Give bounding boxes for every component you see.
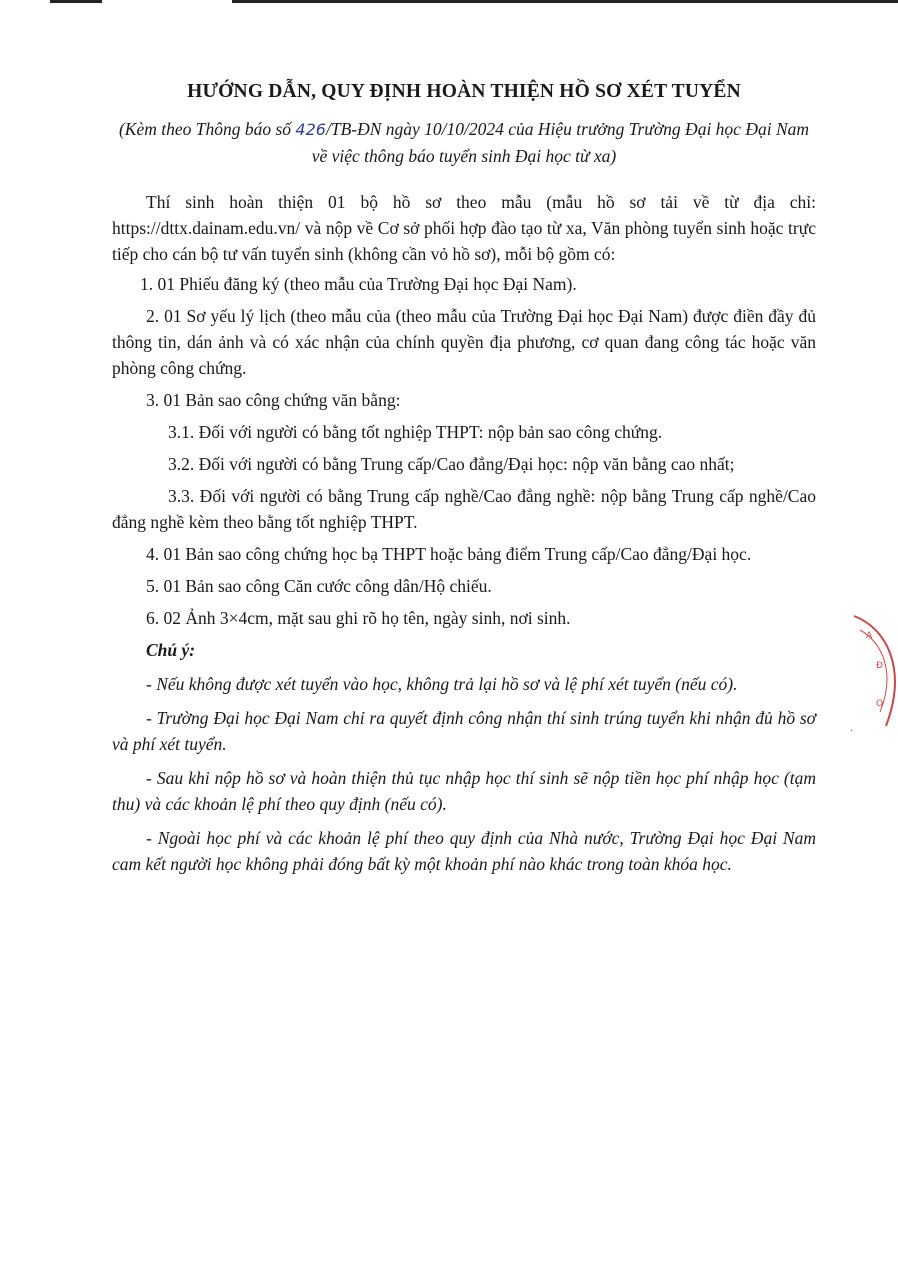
scan-edge-mark-left [50, 0, 102, 3]
list-item-4: 4. 01 Bản sao công chứng học bạ THPT hoặc bảng điểm Trung cấp/Cao đẳng/Đại học. [146, 544, 752, 564]
subtitle-text-after: /TB-ĐN ngày 10/10/2024 của Hiệu trưởng Trường Đại học Đại Nam về việc thông báo tuyển sinh Đại học từ xa) [311, 119, 810, 166]
partial-seal-stamp [846, 608, 898, 738]
sub-item-3-2: 3.2. Đối với người có bằng Trung cấp/Cao đẳng/Đại học: nộp văn bằng cao nhất; [168, 454, 735, 474]
list-item-5: 5. 01 Bản sao công Căn cước công dân/Hộ chiếu. [146, 576, 492, 596]
note-3: - Sau khi nộp hồ sơ và hoàn thiện thủ tục nhập học thí sinh sẽ nộp tiền học phí nhập học (tạm thu) và các khoản lệ phí theo quy định (nếu có). [112, 768, 816, 814]
stamp-outer-arc [854, 616, 895, 726]
document-subtitle [112, 116, 816, 169]
sub-item-3-1: 3.1. Đối với người có bằng tốt nghiệp THPT: nộp bản sao công chứng. [168, 422, 663, 442]
list-item-3: 3. 01 Bản sao công chứng văn bằng: [146, 390, 401, 410]
document-page [112, 78, 816, 877]
list-item-2: 2. 01 Sơ yếu lý lịch (theo mẫu của (theo mẫu của Trường Đại học Đại Nam) được điền đầy đủ thông tin, dán ảnh và có xác nhận của chính quyền địa phương, cơ quan đang công tác hoặc văn phòng công chứng. [112, 306, 816, 378]
sub-item-3-3: 3.3. Đối với người có bằng Trung cấp nghề/Cao đẳng nghề: nộp bằng Trung cấp nghề/Cao đẳng nghề kèm theo bằng tốt nghiệp THPT. [112, 486, 816, 532]
intro-paragraph: Thí sinh hoàn thiện 01 bộ hồ sơ theo mẫu (mẫu hồ sơ tải về từ địa chỉ: https://dttx.dainam.edu.vn/ và nộp về Cơ sở phối hợp đào tạo từ xa, Văn phòng tuyển sinh hoặc trực tiếp cho cán bộ tư vấn tuyển sinh (không cần vỏ hồ sơ), mỗi bộ gồm có: [112, 192, 816, 264]
stamp-mark: ʼ [850, 729, 853, 738]
note-heading: Chú ý: [146, 640, 196, 660]
handwritten-number: 426 [295, 120, 326, 139]
note-4: - Ngoài học phí và các khoản lệ phí theo quy định của Nhà nước, Trường Đại học Đại Nam cam kết người học không phải đóng bất kỳ một khoản phí nào khác trong toàn khóa học. [112, 828, 816, 874]
stamp-letter-2: Đ [876, 661, 883, 671]
stamp-letter-1: Ạ [866, 631, 873, 641]
list-item-1: 1. 01 Phiếu đăng ký (theo mẫu của Trường Đại học Đại Nam). [140, 274, 577, 294]
scan-edge-mark-right [232, 0, 898, 3]
note-1: - Nếu không được xét tuyển vào học, không trả lại hồ sơ và lệ phí xét tuyển (nếu có). [146, 674, 738, 694]
document-title: HƯỚNG DẪN, QUY ĐỊNH HOÀN THIỆN HỒ SƠ XÉT TUYỂN [187, 81, 741, 102]
stamp-letter-3: O [876, 699, 884, 709]
subtitle-text-before: (Kèm theo Thông báo số [118, 119, 296, 139]
list-item-6: 6. 02 Ảnh 3×4cm, mặt sau ghi rõ họ tên, ngày sinh, nơi sinh. [146, 608, 571, 628]
note-2: - Trường Đại học Đại Nam chỉ ra quyết định công nhận thí sinh trúng tuyển khi nhận đủ hồ sơ và phí xét tuyển. [112, 708, 816, 754]
